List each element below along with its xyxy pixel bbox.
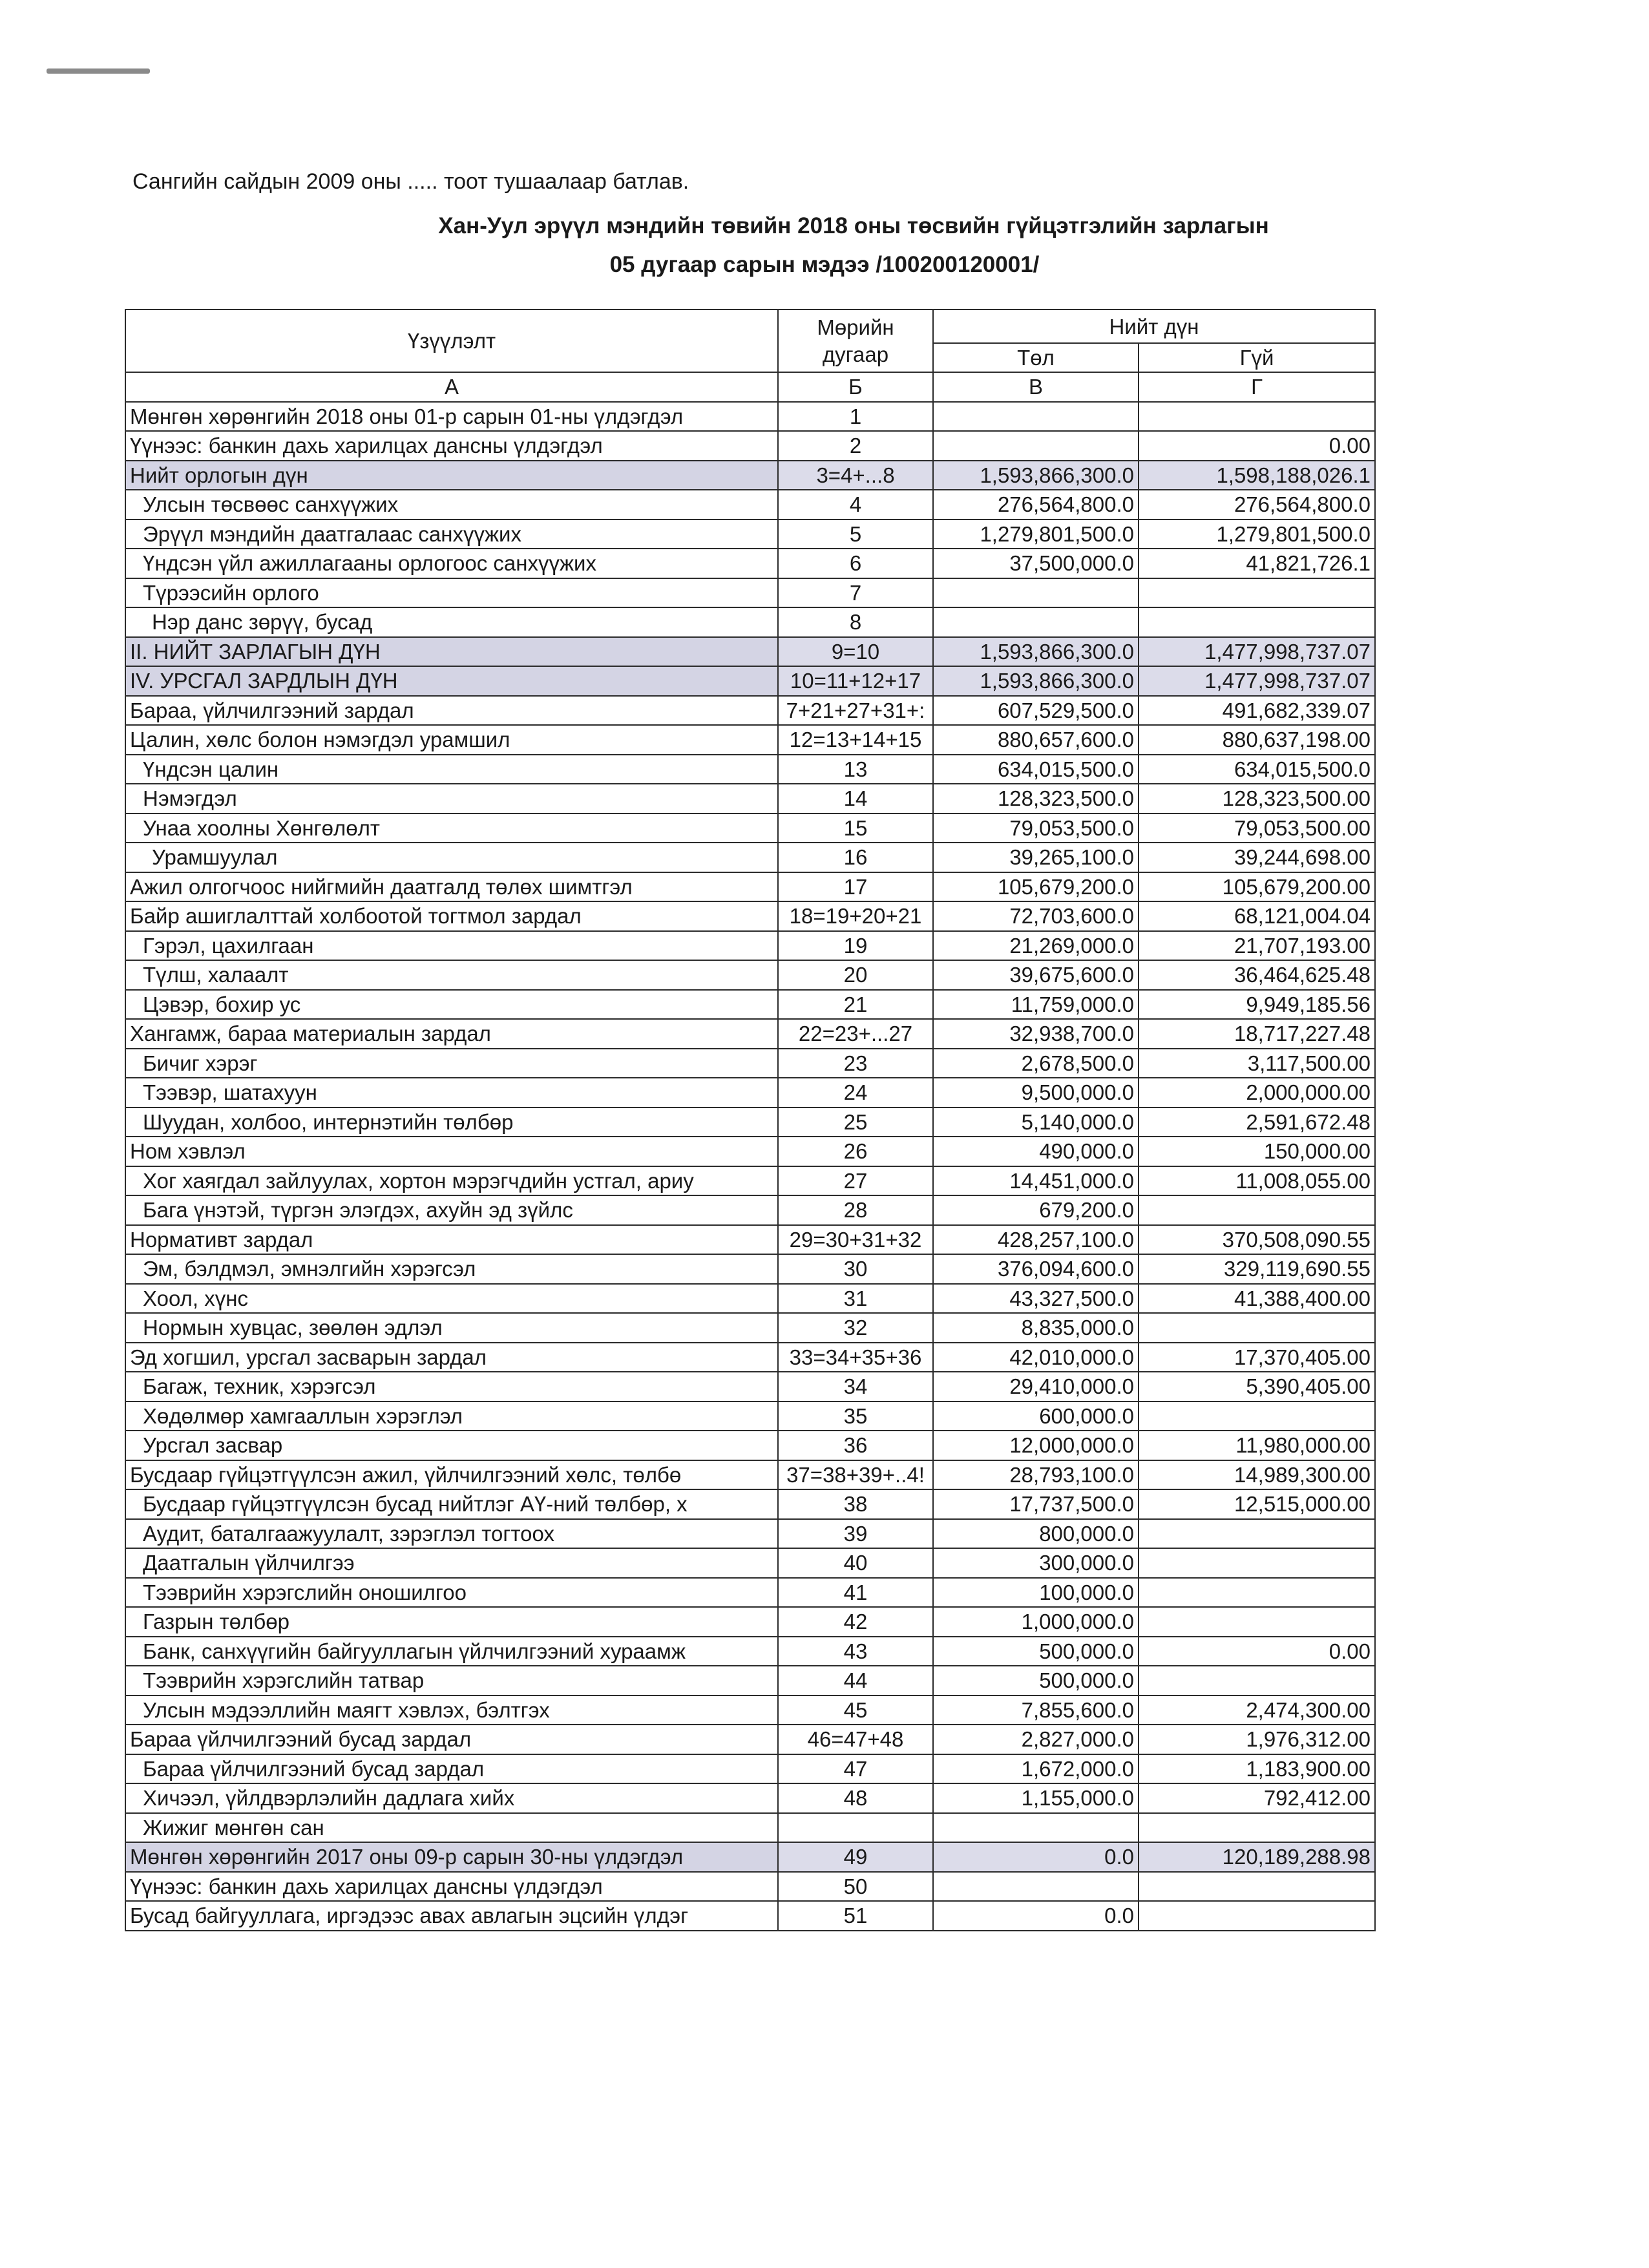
- row-plan-value: [933, 402, 1139, 432]
- header-actual: Гүй: [1139, 343, 1375, 372]
- row-label: Цэвэр, бохир ус: [125, 990, 778, 1020]
- table-row: [125, 1195, 1375, 1225]
- row-actual-value: 11,980,000.00: [1139, 1431, 1375, 1460]
- row-code: 24: [778, 1078, 933, 1108]
- row-actual-value: 1,477,998,737.07: [1139, 666, 1375, 696]
- row-code: 30: [778, 1254, 933, 1284]
- row-plan-value: 1,593,866,300.0: [933, 637, 1139, 667]
- row-plan-value: 79,053,500.0: [933, 814, 1139, 843]
- row-plan-value: 21,269,000.0: [933, 931, 1139, 961]
- row-plan-value: 7,855,600.0: [933, 1696, 1139, 1725]
- table-row: [125, 1108, 1375, 1137]
- row-code: 46=47+48: [778, 1725, 933, 1754]
- row-actual-value: 1,976,312.00: [1139, 1725, 1375, 1754]
- row-actual-value: 0.00: [1139, 1637, 1375, 1666]
- row-actual-value: 105,679,200.00: [1139, 872, 1375, 902]
- row-actual-value: [1139, 1872, 1375, 1902]
- row-code: 26: [778, 1137, 933, 1166]
- table-row: [125, 607, 1375, 637]
- row-code: 28: [778, 1195, 933, 1225]
- row-actual-value: [1139, 1402, 1375, 1431]
- row-code: 3=4+...8: [778, 461, 933, 490]
- table-row: [125, 1254, 1375, 1284]
- row-plan-value: [933, 1813, 1139, 1843]
- row-code: 33=34+35+36: [778, 1343, 933, 1372]
- row-code: 47: [778, 1754, 933, 1784]
- row-plan-value: 679,200.0: [933, 1195, 1139, 1225]
- row-plan-value: 100,000.0: [933, 1578, 1139, 1608]
- table-row: [125, 1284, 1375, 1314]
- table-row: [125, 1372, 1375, 1402]
- row-actual-value: 634,015,500.0: [1139, 755, 1375, 784]
- header-total: Нийт дүн: [933, 310, 1375, 343]
- row-code: 25: [778, 1108, 933, 1137]
- row-label: Нэмэгдэл: [125, 784, 778, 814]
- row-code: 51: [778, 1901, 933, 1931]
- table-row: [125, 901, 1375, 931]
- row-actual-value: [1139, 1607, 1375, 1637]
- row-actual-value: 2,000,000.00: [1139, 1078, 1375, 1108]
- table-row: [125, 637, 1375, 667]
- row-plan-value: 128,323,500.0: [933, 784, 1139, 814]
- row-plan-value: 5,140,000.0: [933, 1108, 1139, 1137]
- row-label: Эд хогшил, урсгал засварын зардал: [125, 1343, 778, 1372]
- row-plan-value: [933, 578, 1139, 608]
- row-actual-value: 2,474,300.00: [1139, 1696, 1375, 1725]
- row-plan-value: 0.0: [933, 1901, 1139, 1931]
- row-label: Бусдаар гүйцэтгүүлсэн ажил, үйлчилгээний хөлс, төлбө: [125, 1460, 778, 1490]
- table-row: [125, 1078, 1375, 1108]
- table-row: [125, 1548, 1375, 1578]
- row-label: Гэрэл, цахилгаан: [125, 931, 778, 961]
- row-plan-value: 8,835,000.0: [933, 1313, 1139, 1343]
- letter-g: Г: [1139, 372, 1375, 402]
- row-label: II. НИЙТ ЗАРЛАГЫН ДҮН: [125, 637, 778, 667]
- table-row: [125, 1519, 1375, 1549]
- row-actual-value: [1139, 1313, 1375, 1343]
- row-label: Тээврийн хэрэгслийн татвар: [125, 1666, 778, 1696]
- table-row: [125, 1166, 1375, 1196]
- table-row: [125, 1666, 1375, 1696]
- row-code: 32: [778, 1313, 933, 1343]
- row-actual-value: 491,682,339.07: [1139, 696, 1375, 726]
- row-code: 2: [778, 431, 933, 461]
- table-row: [125, 1783, 1375, 1813]
- row-plan-value: 39,265,100.0: [933, 843, 1139, 872]
- row-plan-value: 500,000.0: [933, 1637, 1139, 1666]
- table-row: [125, 872, 1375, 902]
- row-actual-value: 79,053,500.00: [1139, 814, 1375, 843]
- row-label: Улсын мэдээллийн маягт хэвлэх, бэлтгэх: [125, 1696, 778, 1725]
- row-label: Багаж, техник, хэрэгсэл: [125, 1372, 778, 1402]
- row-code: 43: [778, 1637, 933, 1666]
- report-subtitle: 05 дугаар сарын мэдээ /100200120001/: [609, 252, 1040, 277]
- row-plan-value: 607,529,500.0: [933, 696, 1139, 726]
- row-label: Даатгалын үйлчилгээ: [125, 1548, 778, 1578]
- row-plan-value: 42,010,000.0: [933, 1343, 1139, 1372]
- row-label: Банк, санхүүгийн байгууллагын үйлчилгээний хураамж: [125, 1637, 778, 1666]
- row-plan-value: [933, 1872, 1139, 1902]
- row-label: Эм, бэлдмэл, эмнэлгийн хэрэгсэл: [125, 1254, 778, 1284]
- row-label: Улсын төсвөөс санхүүжих: [125, 490, 778, 520]
- row-label: Цалин, хөлс болон нэмэгдэл урамшил: [125, 725, 778, 755]
- row-plan-value: 600,000.0: [933, 1402, 1139, 1431]
- row-code: 22=23+...27: [778, 1019, 933, 1049]
- row-actual-value: 39,244,698.00: [1139, 843, 1375, 872]
- letter-v: В: [933, 372, 1139, 402]
- table-row: [125, 1489, 1375, 1519]
- row-code: 31: [778, 1284, 933, 1314]
- row-label: Бараа үйлчилгээний бусад зардал: [125, 1754, 778, 1784]
- row-label: Бусад байгууллага, иргэдээс авах авлагын эцсийн үлдэг: [125, 1901, 778, 1931]
- row-plan-value: 2,678,500.0: [933, 1049, 1139, 1078]
- row-actual-value: 41,388,400.00: [1139, 1284, 1375, 1314]
- row-code: 42: [778, 1607, 933, 1637]
- letters-row: [125, 372, 1375, 402]
- row-label: Хог хаягдал зайлуулах, хортон мэрэгчдийн устгал, ариу: [125, 1166, 778, 1196]
- row-code: 20: [778, 960, 933, 990]
- row-label: Түлш, халаалт: [125, 960, 778, 990]
- row-actual-value: [1139, 607, 1375, 637]
- table-row: [125, 960, 1375, 990]
- row-actual-value: 1,477,998,737.07: [1139, 637, 1375, 667]
- table-row: [125, 1607, 1375, 1637]
- row-actual-value: 150,000.00: [1139, 1137, 1375, 1166]
- row-plan-value: 300,000.0: [933, 1548, 1139, 1578]
- row-code: 37=38+39+..4!: [778, 1460, 933, 1490]
- table-row: [125, 490, 1375, 520]
- row-plan-value: 37,500,000.0: [933, 549, 1139, 578]
- row-code: 23: [778, 1049, 933, 1078]
- row-actual-value: 1,183,900.00: [1139, 1754, 1375, 1784]
- row-label: Нормын хувцас, зөөлөн эдлэл: [125, 1313, 778, 1343]
- row-plan-value: 1,155,000.0: [933, 1783, 1139, 1813]
- row-plan-value: [933, 431, 1139, 461]
- row-actual-value: 2,591,672.48: [1139, 1108, 1375, 1137]
- row-code: 18=19+20+21: [778, 901, 933, 931]
- table-row: [125, 696, 1375, 726]
- row-label: Урамшуулал: [125, 843, 778, 872]
- row-actual-value: 17,370,405.00: [1139, 1343, 1375, 1372]
- table-row: [125, 520, 1375, 549]
- row-label: Газрын төлбөр: [125, 1607, 778, 1637]
- row-plan-value: 1,593,866,300.0: [933, 666, 1139, 696]
- row-label: Түрээсийн орлого: [125, 578, 778, 608]
- table-row: [125, 549, 1375, 578]
- table-row: [125, 814, 1375, 843]
- table-row: [125, 1813, 1375, 1843]
- row-code: 7: [778, 578, 933, 608]
- table-row: [125, 931, 1375, 961]
- table-row: [125, 1725, 1375, 1754]
- row-actual-value: 5,390,405.00: [1139, 1372, 1375, 1402]
- letter-b: Б: [778, 372, 933, 402]
- table-row: [125, 784, 1375, 814]
- row-plan-value: 490,000.0: [933, 1137, 1139, 1166]
- row-actual-value: [1139, 1666, 1375, 1696]
- row-code: 13: [778, 755, 933, 784]
- table-row: [125, 1842, 1375, 1872]
- row-label: Тээврийн хэрэгслийн оношилгоо: [125, 1578, 778, 1608]
- row-label: Бага үнэтэй, түргэн элэгдэх, ахуйн эд зүйлс: [125, 1195, 778, 1225]
- row-label: Хөдөлмөр хамгааллын хэрэглэл: [125, 1402, 778, 1431]
- row-code: 27: [778, 1166, 933, 1196]
- row-code: 10=11+12+17: [778, 666, 933, 696]
- table-row: [125, 1696, 1375, 1725]
- header-row: [125, 310, 1375, 343]
- row-code: 41: [778, 1578, 933, 1608]
- row-actual-value: 9,949,185.56: [1139, 990, 1375, 1020]
- row-actual-value: 120,189,288.98: [1139, 1842, 1375, 1872]
- row-actual-value: 11,008,055.00: [1139, 1166, 1375, 1196]
- table-row: [125, 431, 1375, 461]
- report-title: Хан-Уул эрүүл мэндийн төвийн 2018 оны төсвийн гүйцэтгэлийн зарлагын: [438, 213, 1269, 238]
- row-code: 21: [778, 990, 933, 1020]
- row-plan-value: 12,000,000.0: [933, 1431, 1139, 1460]
- table-row: [125, 1343, 1375, 1372]
- row-actual-value: [1139, 402, 1375, 432]
- row-actual-value: 1,279,801,500.0: [1139, 520, 1375, 549]
- row-label: Нэр данс зөрүү, бусад: [125, 607, 778, 637]
- header-indicator: Үзүүлэлт: [125, 310, 778, 372]
- row-label: Шуудан, холбоо, интернэтийн төлбөр: [125, 1108, 778, 1137]
- row-label: Үндсэн цалин: [125, 755, 778, 784]
- row-plan-value: 29,410,000.0: [933, 1372, 1139, 1402]
- row-code: 15: [778, 814, 933, 843]
- row-plan-value: 1,672,000.0: [933, 1754, 1139, 1784]
- row-actual-value: 21,707,193.00: [1139, 931, 1375, 961]
- row-plan-value: [933, 607, 1139, 637]
- row-actual-value: 0.00: [1139, 431, 1375, 461]
- row-code: 14: [778, 784, 933, 814]
- row-code: 7+21+27+31+:: [778, 696, 933, 726]
- row-plan-value: 14,451,000.0: [933, 1166, 1139, 1196]
- row-label: IV. УРСГАЛ ЗАРДЛЫН ДҮН: [125, 666, 778, 696]
- row-label: Мөнгөн хөрөнгийн 2017 оны 09-р сарын 30-ны үлдэгдэл: [125, 1842, 778, 1872]
- row-actual-value: 3,117,500.00: [1139, 1049, 1375, 1078]
- row-actual-value: 41,821,726.1: [1139, 549, 1375, 578]
- row-actual-value: 370,508,090.55: [1139, 1225, 1375, 1255]
- row-actual-value: [1139, 578, 1375, 608]
- table-row: [125, 1431, 1375, 1460]
- row-label: Унаа хоолны Хөнгөлөлт: [125, 814, 778, 843]
- row-code: 34: [778, 1372, 933, 1402]
- row-plan-value: 1,000,000.0: [933, 1607, 1139, 1637]
- row-label: Байр ашиглалттай холбоотой тогтмол зардал: [125, 901, 778, 931]
- row-plan-value: 72,703,600.0: [933, 901, 1139, 931]
- letter-a: А: [125, 372, 778, 402]
- row-code: 45: [778, 1696, 933, 1725]
- row-label: Нийт орлогын дүн: [125, 461, 778, 490]
- row-code: 50: [778, 1872, 933, 1902]
- row-label: Хангамж, бараа материалын зардал: [125, 1019, 778, 1049]
- row-plan-value: 32,938,700.0: [933, 1019, 1139, 1049]
- table-row: [125, 725, 1375, 755]
- table-row: [125, 990, 1375, 1020]
- row-actual-value: [1139, 1519, 1375, 1549]
- row-label: Хоол, хүнс: [125, 1284, 778, 1314]
- row-actual-value: 36,464,625.48: [1139, 960, 1375, 990]
- row-code: [778, 1813, 933, 1843]
- row-actual-value: 128,323,500.00: [1139, 784, 1375, 814]
- row-plan-value: 800,000.0: [933, 1519, 1139, 1549]
- row-code: 17: [778, 872, 933, 902]
- table-row: [125, 461, 1375, 490]
- row-label: Урсгал засвар: [125, 1431, 778, 1460]
- row-code: 8: [778, 607, 933, 637]
- row-label: Үүнээс: банкин дахь харилцах дансны үлдэгдэл: [125, 1872, 778, 1902]
- row-code: 29=30+31+32: [778, 1225, 933, 1255]
- row-label: Үүнээс: банкин дахь харилцах дансны үлдэгдэл: [125, 431, 778, 461]
- row-plan-value: 2,827,000.0: [933, 1725, 1139, 1754]
- row-label: Эрүүл мэндийн даатгалаас санхүүжих: [125, 520, 778, 549]
- row-code: 44: [778, 1666, 933, 1696]
- row-actual-value: 329,119,690.55: [1139, 1254, 1375, 1284]
- row-actual-value: [1139, 1195, 1375, 1225]
- row-actual-value: 792,412.00: [1139, 1783, 1375, 1813]
- scan-artifact: [47, 68, 150, 74]
- row-plan-value: 428,257,100.0: [933, 1225, 1139, 1255]
- row-plan-value: 1,279,801,500.0: [933, 520, 1139, 549]
- row-plan-value: 39,675,600.0: [933, 960, 1139, 990]
- row-label: Ажил олгогчоос нийгмийн даатгалд төлөх шимтгэл: [125, 872, 778, 902]
- row-actual-value: 276,564,800.0: [1139, 490, 1375, 520]
- row-code: 48: [778, 1783, 933, 1813]
- row-actual-value: 18,717,227.48: [1139, 1019, 1375, 1049]
- row-code: 5: [778, 520, 933, 549]
- row-code: 9=10: [778, 637, 933, 667]
- table-row: [125, 402, 1375, 432]
- row-plan-value: 376,094,600.0: [933, 1254, 1139, 1284]
- table-row: [125, 1754, 1375, 1784]
- row-code: 12=13+14+15: [778, 725, 933, 755]
- expense-report-table: [125, 309, 1376, 1931]
- row-label: Үндсэн үйл ажиллагааны орлогоос санхүүжих: [125, 549, 778, 578]
- row-plan-value: 880,657,600.0: [933, 725, 1139, 755]
- row-plan-value: 276,564,800.0: [933, 490, 1139, 520]
- row-plan-value: 0.0: [933, 1842, 1139, 1872]
- row-label: Нормативт зардал: [125, 1225, 778, 1255]
- row-label: Тээвэр, шатахуун: [125, 1078, 778, 1108]
- table-row: [125, 1019, 1375, 1049]
- row-actual-value: [1139, 1578, 1375, 1608]
- row-actual-value: 12,515,000.00: [1139, 1489, 1375, 1519]
- row-code: 49: [778, 1842, 933, 1872]
- row-plan-value: 28,793,100.0: [933, 1460, 1139, 1490]
- row-plan-value: 500,000.0: [933, 1666, 1139, 1696]
- row-actual-value: 68,121,004.04: [1139, 901, 1375, 931]
- row-label: Аудит, баталгаажуулалт, зэрэглэл тогтоох: [125, 1519, 778, 1549]
- row-code: 40: [778, 1548, 933, 1578]
- table-row: [125, 1313, 1375, 1343]
- row-code: 16: [778, 843, 933, 872]
- table-row: [125, 1225, 1375, 1255]
- row-label: Хичээл, үйлдвэрлэлийн дадлага хийх: [125, 1783, 778, 1813]
- row-code: 4: [778, 490, 933, 520]
- row-code: 38: [778, 1489, 933, 1519]
- row-plan-value: 43,327,500.0: [933, 1284, 1139, 1314]
- row-plan-value: 11,759,000.0: [933, 990, 1139, 1020]
- row-label: Жижиг мөнгөн сан: [125, 1813, 778, 1843]
- row-label: Бараа үйлчилгээний бусад зардал: [125, 1725, 778, 1754]
- approval-note: Сангийн сайдын 2009 оны ..... тоот тушаалаар батлав.: [132, 169, 689, 194]
- table-row: [125, 1872, 1375, 1902]
- row-actual-value: 1,598,188,026.1: [1139, 461, 1375, 490]
- row-code: 35: [778, 1402, 933, 1431]
- row-actual-value: 14,989,300.00: [1139, 1460, 1375, 1490]
- table-row: [125, 1137, 1375, 1166]
- row-label: Бусдаар гүйцэтгүүлсэн бусад нийтлэг АҮ-ний төлбөр, х: [125, 1489, 778, 1519]
- table-row: [125, 1049, 1375, 1078]
- row-label: Бичиг хэрэг: [125, 1049, 778, 1078]
- row-actual-value: [1139, 1813, 1375, 1843]
- header-plan: Төл: [933, 343, 1139, 372]
- row-actual-value: [1139, 1901, 1375, 1931]
- row-label: Бараа, үйлчилгээний зардал: [125, 696, 778, 726]
- row-plan-value: 105,679,200.0: [933, 872, 1139, 902]
- row-plan-value: 17,737,500.0: [933, 1489, 1139, 1519]
- row-label: Ном хэвлэл: [125, 1137, 778, 1166]
- table-row: [125, 666, 1375, 696]
- table-row: [125, 1578, 1375, 1608]
- row-code: 1: [778, 402, 933, 432]
- row-code: 36: [778, 1431, 933, 1460]
- row-actual-value: 880,637,198.00: [1139, 725, 1375, 755]
- row-code: 39: [778, 1519, 933, 1549]
- row-actual-value: [1139, 1548, 1375, 1578]
- row-plan-value: 634,015,500.0: [933, 755, 1139, 784]
- row-code: 6: [778, 549, 933, 578]
- table-row: [125, 1901, 1375, 1931]
- header-line-number: Мөрийн дугаар: [778, 310, 933, 372]
- table-row: [125, 1460, 1375, 1490]
- table-row: [125, 1637, 1375, 1666]
- row-plan-value: 1,593,866,300.0: [933, 461, 1139, 490]
- table-row: [125, 843, 1375, 872]
- table-row: [125, 1402, 1375, 1431]
- table-row: [125, 578, 1375, 608]
- row-plan-value: 9,500,000.0: [933, 1078, 1139, 1108]
- row-label: Мөнгөн хөрөнгийн 2018 оны 01-р сарын 01-ны үлдэгдэл: [125, 402, 778, 432]
- table-row: [125, 755, 1375, 784]
- row-code: 19: [778, 931, 933, 961]
